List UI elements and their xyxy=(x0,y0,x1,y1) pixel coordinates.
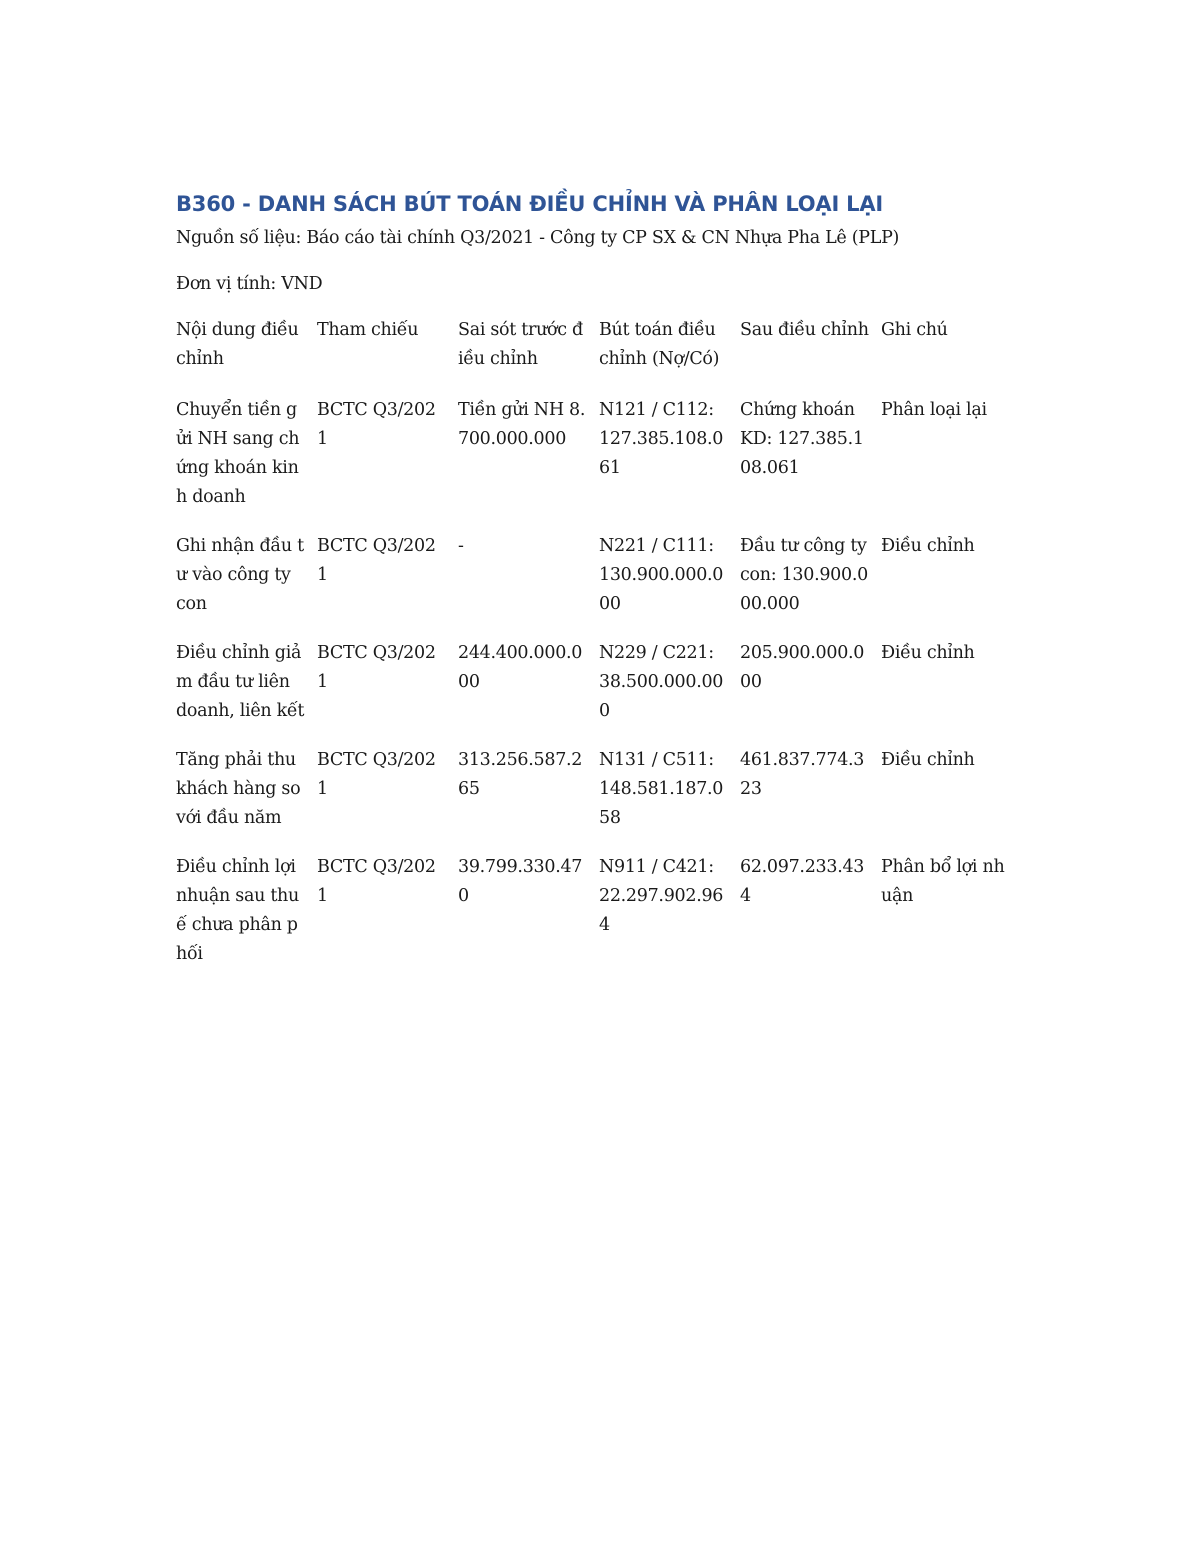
cell-entry: N221 / C111: 130.900.000.000 xyxy=(599,536,724,614)
cell-note: Phân loại lại xyxy=(881,400,987,420)
cell-after: 205.900.000.000 xyxy=(740,643,865,692)
cell-entry: N121 / C112: 127.385.108.061 xyxy=(599,400,724,478)
cell-entry: N131 / C511: 148.581.187.058 xyxy=(599,750,724,828)
cell-after: 62.097.233.434 xyxy=(740,857,865,906)
header-reference: Tham chiếu xyxy=(317,320,419,340)
header-note: Ghi chú xyxy=(881,320,948,340)
cell-content: Điều chỉnh lợi nhuận sau thuế chưa phân phối xyxy=(176,857,300,964)
cell-note: Điều chỉnh xyxy=(881,536,975,556)
table-row xyxy=(176,853,1022,989)
header-entry: Bút toán điều chỉnh (Nợ/Có) xyxy=(599,320,720,369)
cell-content: Tăng phải thu khách hàng so với đầu năm xyxy=(176,750,301,828)
document-title: B360 - DANH SÁCH BÚT TOÁN ĐIỀU CHỈNH VÀ PHÂN LOẠI LẠI xyxy=(176,192,884,216)
cell-reference: BCTC Q3/2021 xyxy=(317,400,436,449)
cell-before: Tiền gửi NH 8.700.000.000 xyxy=(458,400,586,449)
cell-after: Đầu tư công ty con: 130.900.000.000 xyxy=(740,536,868,614)
cell-entry: N911 / C421: 22.297.902.964 xyxy=(599,857,724,935)
cell-content: Điều chỉnh giảm đầu tư liên doanh, liên kết xyxy=(176,643,305,721)
cell-before: 39.799.330.470 xyxy=(458,857,583,906)
cell-entry: N229 / C221: 38.500.000.000 xyxy=(599,643,724,721)
cell-note: Điều chỉnh xyxy=(881,643,975,663)
table-row xyxy=(176,396,1022,532)
table-row xyxy=(176,532,1022,639)
cell-before: - xyxy=(458,536,464,556)
header-after: Sau điều chỉnh xyxy=(740,320,869,340)
cell-note: Phân bổ lợi nhuận xyxy=(881,857,1005,906)
cell-before: 244.400.000.000 xyxy=(458,643,583,692)
cell-after: Chứng khoán KD: 127.385.108.061 xyxy=(740,400,864,478)
cell-reference: BCTC Q3/2021 xyxy=(317,643,436,692)
cell-before: 313.256.587.265 xyxy=(458,750,583,799)
cell-reference: BCTC Q3/2021 xyxy=(317,536,436,585)
source-line: Nguồn số liệu: Báo cáo tài chính Q3/2021 - Công ty CP SX & CN Nhựa Pha Lê (PLP) xyxy=(176,228,900,248)
header-before: Sai sót trước điều chỉnh xyxy=(458,320,583,369)
cell-after: 461.837.774.323 xyxy=(740,750,865,799)
cell-reference: BCTC Q3/2021 xyxy=(317,750,436,799)
cell-reference: BCTC Q3/2021 xyxy=(317,857,436,906)
cell-content: Ghi nhận đầu tư vào công ty con xyxy=(176,536,304,614)
header-content: Nội dung điều chỉnh xyxy=(176,320,299,369)
cell-note: Điều chỉnh xyxy=(881,750,975,770)
document-page xyxy=(176,192,1026,989)
table-row xyxy=(176,639,1022,746)
adjustment-table xyxy=(176,316,1022,989)
header-row xyxy=(176,316,1022,396)
table-row xyxy=(176,746,1022,853)
cell-content: Chuyển tiền gửi NH sang chứng khoán kinh doanh xyxy=(176,400,300,507)
unit-line: Đơn vị tính: VND xyxy=(176,274,323,294)
